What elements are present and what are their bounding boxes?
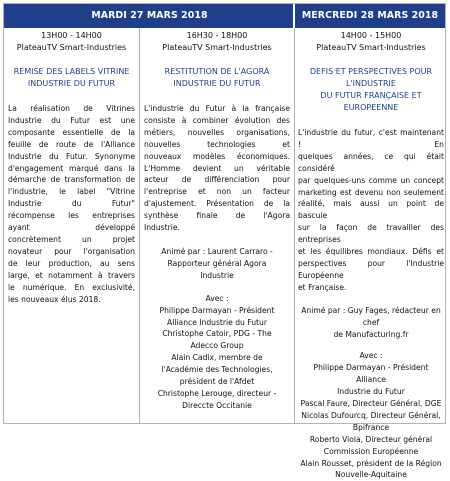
description-line: consiste à combiner évolution des (144, 115, 290, 125)
description-line: perspectives pour l'Industrie Européenne (298, 258, 444, 280)
session-column-3 (298, 30, 444, 481)
description-line: nouveaux modèles économiques. (144, 151, 290, 161)
speaker-line: Alain Rousset, président de la Région (300, 458, 442, 468)
speaker-line: Nouvelle-Aquitaine (335, 470, 407, 480)
description-line: et les équilibres mondiaux. Défis et (298, 247, 444, 257)
session-column-2 (144, 30, 290, 412)
description-line: concrètement un projet (8, 234, 135, 244)
day-header-wednesday: MERCREDI 28 MARS 2018 (295, 4, 445, 28)
spacer (8, 54, 135, 66)
description-line: les nouveaux élus 2018. (8, 294, 101, 304)
spacer (298, 294, 444, 305)
column-divider (294, 28, 295, 423)
speaker-line: Industrie du Futur (337, 387, 405, 397)
description-line: et Française. (298, 282, 347, 292)
speaker-line: Roberto Viola, Directeur général (309, 434, 433, 444)
description-line: le numérique. En exclusivité, (8, 282, 135, 292)
description-line: novateur pour l'organisation (8, 246, 135, 256)
description-line: La réalisation de Vitrines (8, 104, 135, 113)
session-time: 14H00 - 15H00 (340, 31, 402, 40)
description-line: L'Homme devient un véritable (144, 163, 290, 173)
speaker-line: Direccte Occitanie (182, 400, 252, 410)
session-column-1 (8, 30, 135, 305)
speakers-label: Avec : (205, 293, 229, 303)
spacer (298, 54, 444, 66)
column-divider (139, 28, 140, 423)
speaker-line: l'Académie des Technologies, (161, 365, 273, 375)
moderator-line: Industrie (200, 270, 234, 280)
description-line: récompense les entreprises (8, 211, 135, 221)
description-line: Industrie du Futur. Synonyme (8, 151, 135, 161)
description-line: quelques années, ce qui était considéré (298, 151, 444, 173)
day-header-tuesday: MARDI 27 MARS 2018 (4, 4, 295, 28)
spacer (8, 90, 135, 103)
speaker-line: Philippe Darmayan - Président Alliance (313, 363, 429, 385)
description-line: métiers, nouvelles organisations, (144, 127, 290, 137)
spacer (298, 114, 444, 127)
description-line: d'engagement marqué dans la (8, 163, 135, 173)
description-line: acteur de différenciation pour (144, 175, 290, 185)
session-place: PlateauTV Smart-Industries (16, 43, 127, 52)
description-line: d'ajustement. Présentation de la (144, 199, 290, 209)
description-line: sur la façon de travailler des entreprises (298, 223, 444, 245)
spacer (298, 340, 444, 350)
session-time: 13H00 - 14H00 (41, 31, 102, 40)
speaker-line: Adecco Group (190, 341, 244, 351)
program-table (3, 3, 446, 480)
description-line: par quelques-uns comme un concept (298, 175, 444, 185)
spacer (144, 282, 290, 293)
description-line: Industrie du Futur est une (8, 115, 135, 125)
description-line: large, et notamment à travers (8, 270, 135, 280)
session-title-line: REMISE DES LABELS VITRINE (13, 67, 130, 76)
description-line: nouvelles technologies et (144, 139, 290, 149)
session-title-line: DEFIS ET PERSPECTIVES POUR L'INDUSTRIE (309, 67, 433, 88)
spacer (144, 54, 290, 66)
session-place: PlateauTV Smart-Industries (316, 43, 426, 52)
description-line: synthèse finale de l'Agora (144, 211, 290, 221)
moderator-line: Rapporteur général Agora (167, 258, 267, 268)
description-line: composante essentielle de la (8, 127, 135, 137)
session-title-line: DU FUTUR FRANÇAISE ET EUROPEENNE (320, 91, 422, 112)
speaker-line: Christophe Catoir, PDG - The (162, 329, 272, 339)
speaker-line: président de l'Afdet (179, 377, 255, 387)
description-line: l'industrie, le label "Vitrine (8, 187, 135, 197)
speaker-line: Nicolas Dufourcq, Directeur Général, (301, 410, 441, 420)
moderator-line: de Manufacturing.fr (333, 329, 409, 339)
spacer (144, 234, 290, 246)
spacer (144, 90, 290, 103)
description-line: L'industrie du futur, c'est maintenant ! En (298, 128, 444, 149)
speaker-line: Alliance Industrie du Futur (167, 317, 267, 327)
description-line: feuille de route de l'Alliance (8, 139, 135, 149)
speaker-line: Christophe Lerouge, directeur - (157, 388, 277, 398)
description-line: Industrie. (144, 223, 180, 233)
description-line: L'industrie du Futur à la française (144, 104, 290, 113)
description-line: ayant développé (8, 223, 135, 233)
speaker-line: Pascal Faure, Directeur Général, DGE (300, 399, 442, 409)
session-place: PlateauTV Smart-Industries (162, 43, 272, 52)
session-title-line: INDUSTRIE DU FUTUR (27, 79, 116, 88)
session-title-line: RESTITUTION DE L'AGORA (164, 67, 270, 76)
speakers-label: Avec : (359, 351, 383, 361)
description-line: l'entreprise et non un facteur (144, 187, 290, 197)
moderator-line: Animé par : Laurent Carraro - (161, 246, 273, 256)
description-line: de leur production, au sens (8, 258, 135, 268)
moderator-line: Animé par : Guy Fages, rédacteur en chef (301, 305, 441, 327)
speaker-line: Commission Européenne (323, 446, 419, 456)
description-line: marketing est devenu non seulement (298, 187, 444, 197)
description-line: réalité, mais aussi un point de bascule (298, 199, 444, 221)
speaker-line: Philippe Darmayan - Président (159, 305, 275, 315)
speaker-line: Bpifrance (352, 422, 390, 432)
description-line: démarche de transformation de (8, 175, 135, 185)
session-time: 16H30 - 18H00 (186, 31, 248, 40)
session-title-line: INDUSTRIE DU FUTUR (173, 79, 261, 88)
description-line: Industrie du Futur" (8, 199, 135, 209)
speaker-line: Alain Cadix, membre de (171, 353, 263, 363)
